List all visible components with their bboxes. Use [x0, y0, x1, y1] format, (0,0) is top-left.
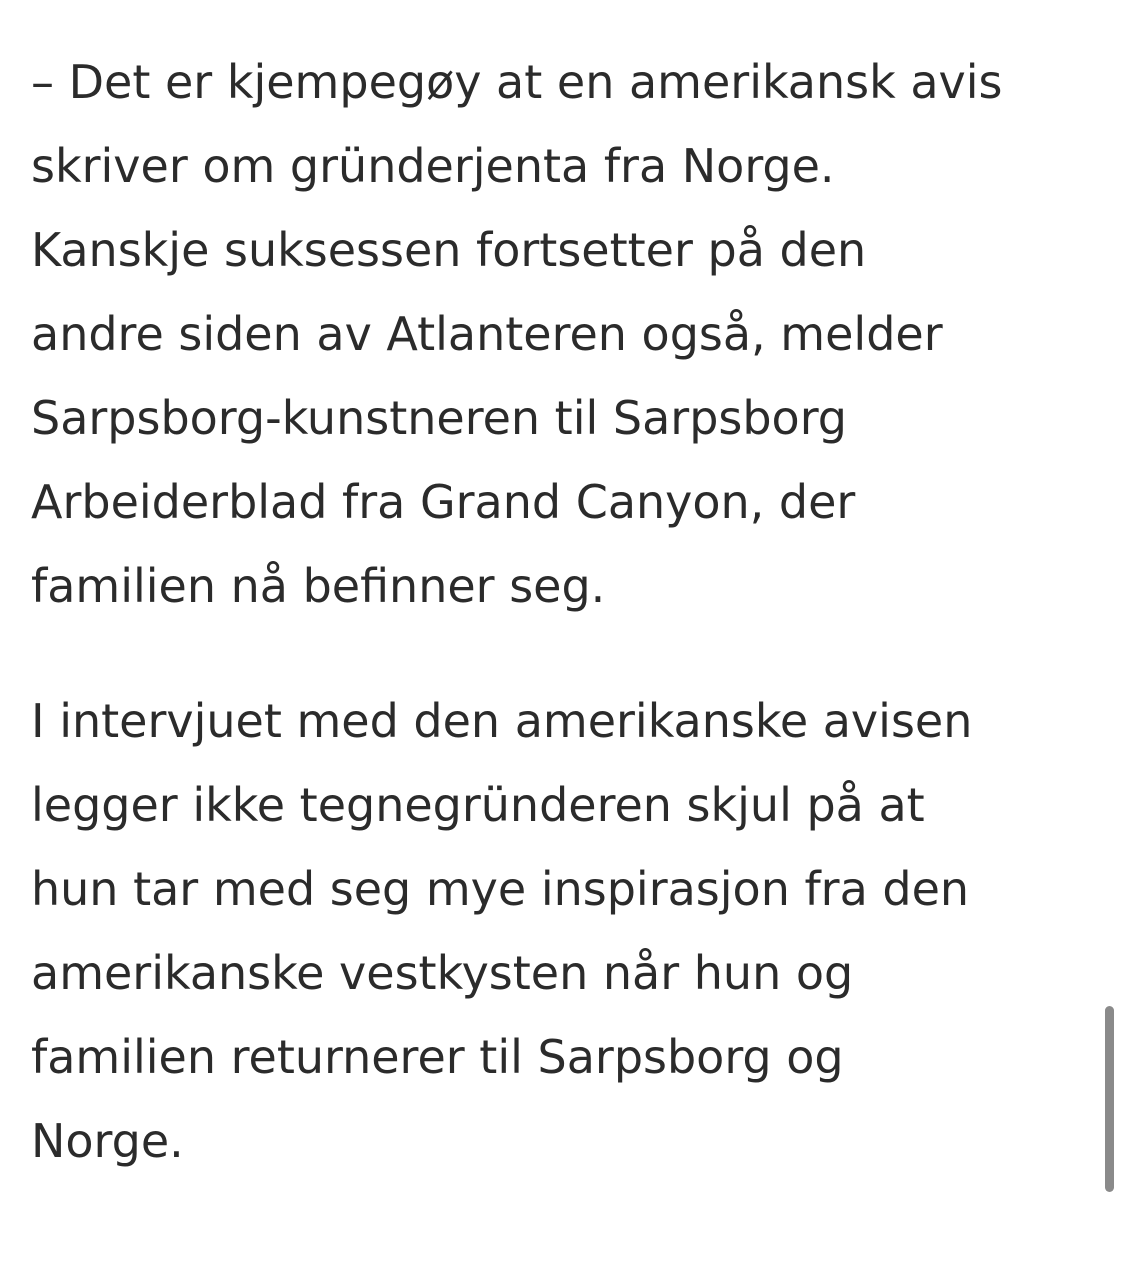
paragraph-line: amerikanske vestkysten når hun og	[31, 946, 854, 1000]
paragraph-line: hun tar med seg mye inspirasjon fra den	[31, 862, 970, 916]
paragraph-line: legger ikke tegnegründeren skjul på at	[31, 778, 925, 832]
paragraph-line: andre siden av Atlanteren også, melder	[31, 307, 943, 361]
paragraph-line: Sarpsborg-kunstneren til Sarpsborg	[31, 391, 848, 445]
paragraph-line: I intervjuet med den amerikanske avisen	[31, 694, 973, 748]
scrollbar-thumb[interactable]	[1105, 1006, 1114, 1192]
article-paragraph-1	[31, 40, 1101, 628]
article-body	[31, 40, 1101, 1183]
paragraph-line: Arbeiderblad fra Grand Canyon, der	[31, 475, 856, 529]
paragraph-line: – Det er kjempegøy at en amerikansk avis	[31, 55, 1003, 109]
article-paragraph-2	[31, 679, 1101, 1183]
paragraph-line: familien nå befinner seg.	[31, 559, 606, 613]
paragraph-line: skriver om gründerjenta fra Norge.	[31, 139, 835, 193]
paragraph-line: familien returnerer til Sarpsborg og	[31, 1030, 844, 1084]
paragraph-line: Norge.	[31, 1114, 184, 1168]
paragraph-line: Kanskje suksessen fortsetter på den	[31, 223, 867, 277]
